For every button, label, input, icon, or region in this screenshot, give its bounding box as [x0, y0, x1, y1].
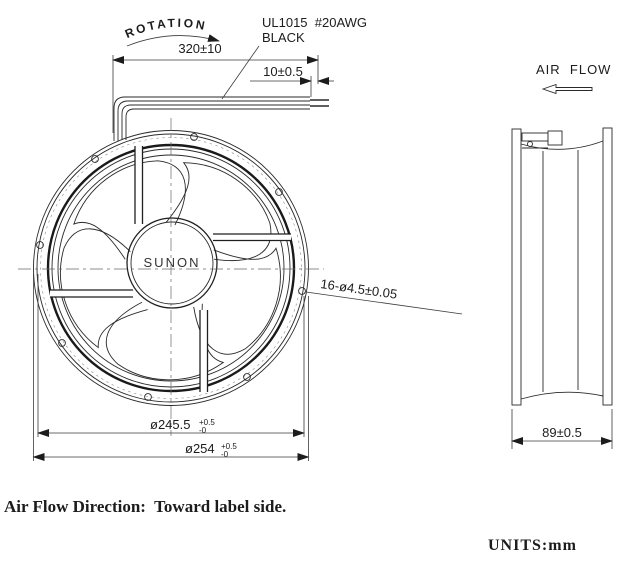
- side-view: [512, 62, 612, 449]
- rotation-label: ROTATION: [122, 15, 209, 42]
- airflow-label: AIR FLOW: [536, 62, 612, 77]
- airflow-arrow-icon: [543, 85, 592, 94]
- venturi-dia-tol-plus: +0.5: [199, 418, 215, 427]
- wire-spec-line2: BLACK: [262, 30, 305, 45]
- frame-dia-label: ø254: [185, 441, 215, 456]
- front-view: [18, 15, 462, 461]
- side-view-body: [512, 128, 612, 405]
- notes: [4, 497, 577, 554]
- wire-exit-detail: [522, 131, 562, 148]
- strip-length-dimension: [250, 64, 334, 97]
- centerlines: [18, 118, 324, 436]
- venturi-dia-tol-minus: -0: [199, 426, 207, 435]
- venturi-dia-label: ø245.5: [150, 417, 191, 432]
- hub: [127, 218, 217, 308]
- airflow-direction-note: Air Flow Direction: Toward label side.: [4, 497, 287, 516]
- holes-label: 16-ø4.5±0.05: [319, 276, 399, 302]
- depth-dimension: [512, 409, 612, 449]
- frame-dia-tol-plus: +0.5: [221, 442, 237, 451]
- frame-dia-tol-minus: -0: [221, 450, 229, 459]
- wire-spec-line1: UL1015 #20AWG: [262, 15, 368, 30]
- wire-length-label: 320±10: [178, 41, 222, 56]
- wire-length-dimension: [113, 41, 318, 133]
- hub-brand-label: SUNON: [143, 255, 201, 270]
- strip-length-label: 10±0.5: [263, 64, 303, 79]
- depth-label: 89±0.5: [542, 425, 582, 440]
- wire-spec-callout: [222, 15, 367, 99]
- units-note: UNITS:mm: [488, 537, 577, 554]
- airflow-callout: [536, 62, 611, 94]
- holes-callout: [306, 276, 462, 314]
- lead-wires: [114, 97, 329, 141]
